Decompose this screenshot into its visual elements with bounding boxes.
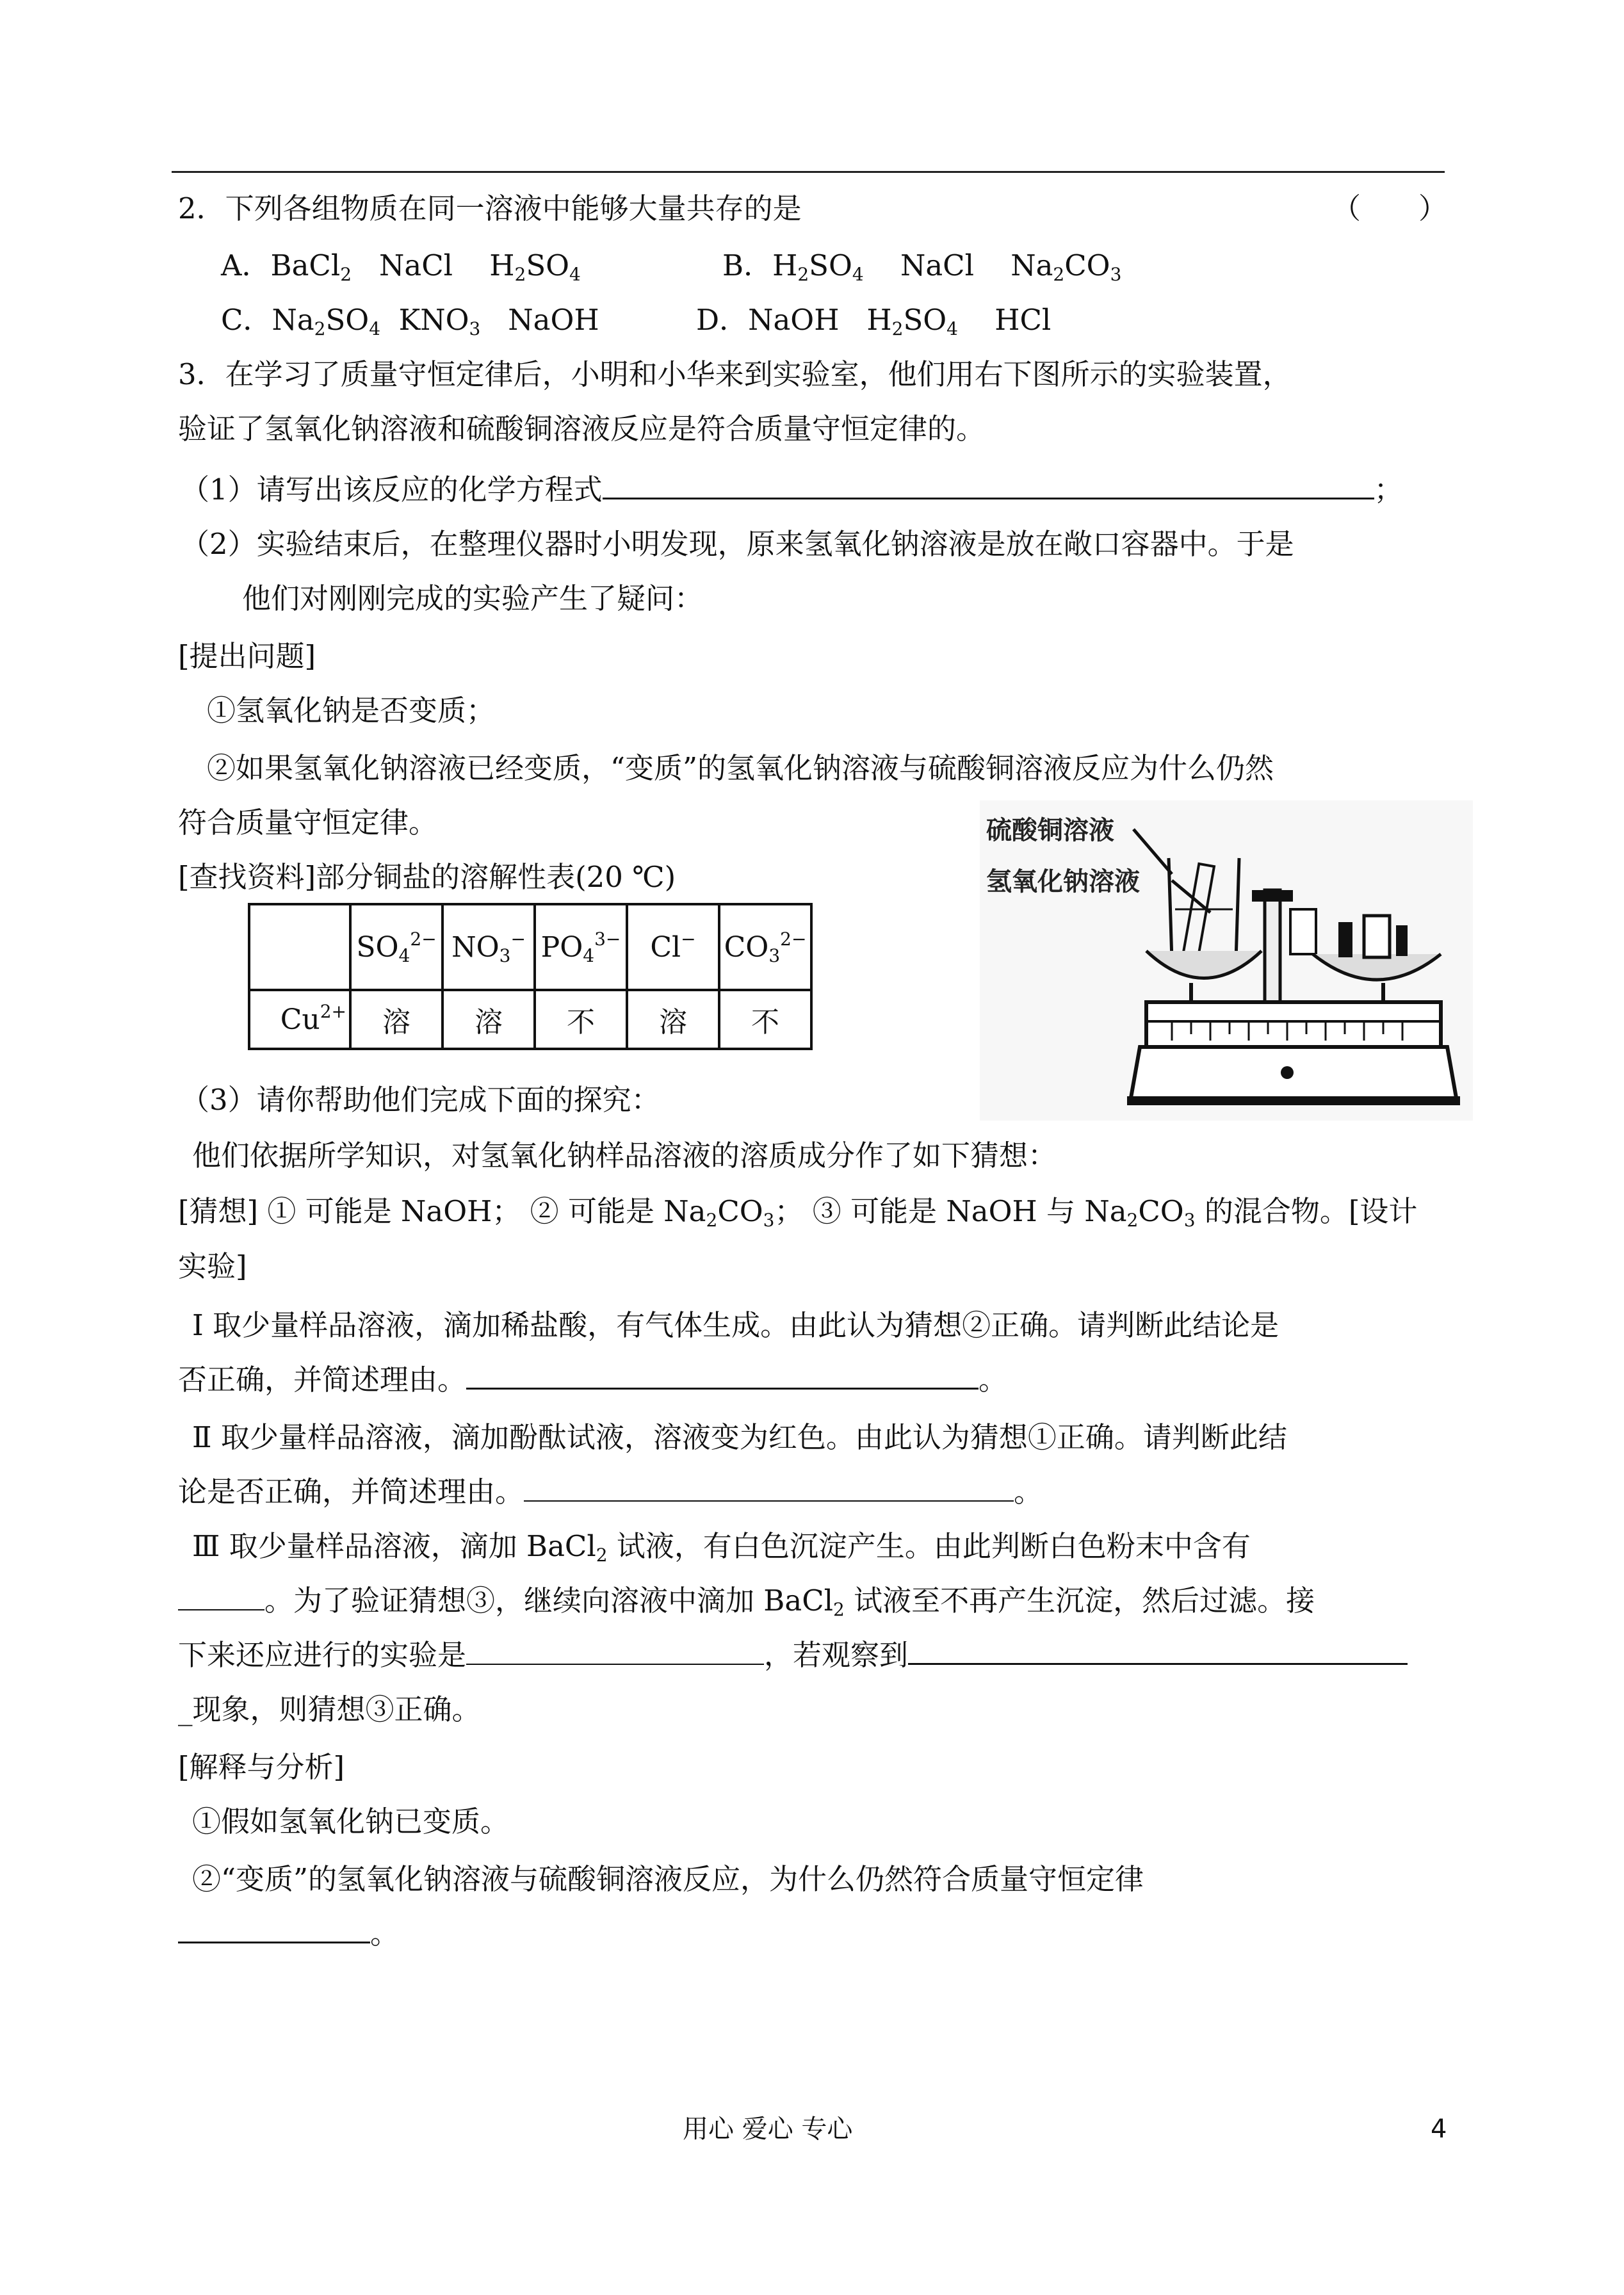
anion-sulfate: $SO_4^{2-}$ (350, 904, 443, 990)
q2-answer-paren: （ ） (1332, 191, 1448, 225)
experiment1-line1: Ⅰ 取少量样品溶液，滴加稀盐酸，有气体生成。由此认为猜想②正确。请判断此结论是 (192, 1308, 1279, 1342)
experiment1-line2: 否正确，并简述理由。 。 (178, 1363, 1008, 1397)
anion-chloride: Cl− (627, 904, 719, 990)
q2-option-a: A．BaCl$_2$ NaCl $H_2SO_4$ (221, 248, 581, 285)
experiment3-observation-blank[interactable] (908, 1637, 1408, 1665)
q2-option-b: B．$H_2SO_4$ NaCl $Na_2CO_3$ (722, 248, 1122, 285)
guess-line: [猜想] ① 可能是 NaOH； ② 可能是 $Na_2CO_3$； ③ 可能是 NaOH 与 $Na_2CO_3$ 的混合物。[设计 (178, 1194, 1418, 1231)
table-row (249, 990, 811, 1049)
experiment3-substance-blank[interactable] (178, 1584, 264, 1610)
equation-blank[interactable] (603, 472, 1374, 499)
anion-carbonate: $CO_3^{2-}$ (719, 904, 811, 990)
explain-item1: ①假如氢氧化钠已变质。 (192, 1804, 510, 1838)
q3-intro-line1: 3．在学习了质量守恒定律后，小明和小华来到实验室，他们用右下图所示的实验装置， (178, 357, 1292, 391)
q2-stem: 2．下列各组物质在同一溶液中能够大量共存的是 (178, 191, 802, 225)
data-title: [查找资料]部分铜盐的溶解性表(20 ℃) (178, 860, 676, 894)
label-copper-sulfate: 硫酸铜溶液 (986, 816, 1114, 845)
experiment3-line2: 。为了验证猜想③，继续向溶液中滴加 BaCl$_2$ 试液至不再产生沉淀，然后过滤。接 (178, 1582, 1315, 1620)
experiment3-next-step-blank[interactable] (466, 1638, 764, 1665)
ask-item2-line1: ②如果氢氧化钠溶液已经变质，“变质”的氢氧化钠溶液与硫酸铜溶液反应为什么仍然 (207, 751, 1274, 785)
q3-part2-line2: 他们对刚刚完成的实验产生了疑问： (242, 581, 704, 615)
footer-motto: 用心 爱心 专心 (683, 2114, 853, 2144)
anion-phosphate: $PO_4^{3-}$ (535, 904, 627, 990)
q3-part3-intro: 他们依据所学知识，对氢氧化钠样品溶液的溶质成分作了如下猜想： (192, 1139, 1057, 1172)
ask-title: [提出问题] (178, 639, 316, 673)
q2-option-d: D．NaOH $H_2SO_4$ HCl (696, 303, 1052, 339)
explain-title: [解释与分析] (178, 1750, 345, 1784)
experiment2-answer-blank[interactable] (524, 1475, 1014, 1502)
explain-answer-blank[interactable] (178, 1916, 370, 1943)
table-header-row (249, 904, 811, 990)
q3-part2-line1: （2）实验结束后，在整理仪器时小明发现，原来氢氧化钠溶液是放在敞口容器中。于是 (181, 527, 1294, 561)
experiment3-line4: _现象，则猜想③正确。 (178, 1692, 481, 1726)
label-sodium-hydroxide: 氢氧化钠溶液 (986, 867, 1140, 896)
experiment1-answer-blank[interactable] (466, 1362, 978, 1390)
table-cell: 不 (535, 990, 627, 1049)
table-cell: 溶 (443, 990, 535, 1049)
header-rule (172, 171, 1445, 173)
q2-option-c: C．$Na_2SO_4$ $KNO_3$ NaOH (221, 303, 599, 339)
cation-copper: $Cu^{2+}$ (249, 990, 350, 1049)
ask-item1: ①氢氧化钠是否变质； (207, 693, 496, 727)
table-cell: 溶 (350, 990, 443, 1049)
balance-apparatus-figure (980, 800, 1473, 1121)
experiment3-line1: Ⅲ 取少量样品溶液，滴加 BaCl$_2$ 试液，有白色沉淀产生。由此判断白色粉末中含有 (192, 1529, 1251, 1566)
experiment2-line2: 论是否正确，并简述理由。 。 (178, 1475, 1043, 1509)
experiment2-line1: Ⅱ 取少量样品溶液，滴加酚酞试液，溶液变为红色。由此认为猜想①正确。请判断此结 (192, 1420, 1287, 1454)
table-cell: 溶 (627, 990, 719, 1049)
q3-part1: （1）请写出该反应的化学方程式 ； (181, 473, 1403, 507)
table-cell: 不 (719, 990, 811, 1049)
design-title: 实验] (178, 1249, 247, 1283)
table-corner-cell (249, 904, 350, 990)
page-number: 4 (1431, 2114, 1447, 2144)
explain-answer-line: 。 (178, 1915, 399, 1953)
ask-item2-line2: 符合质量守恒定律。 (178, 806, 438, 839)
q3-intro-line2: 验证了氢氧化钠溶液和硫酸铜溶液反应是符合质量守恒定律的。 (178, 412, 986, 446)
q3-part3: （3）请你帮助他们完成下面的探究： (181, 1083, 660, 1117)
solubility-table (248, 903, 813, 1050)
anion-nitrate: $NO_3^-$ (443, 904, 535, 990)
explain-item2: ②“变质”的氢氧化钠溶液与硫酸铜溶液反应，为什么仍然符合质量守恒定律 (192, 1862, 1144, 1896)
experiment3-line3: 下来还应进行的实验是 ，若观察到 (178, 1636, 1408, 1675)
